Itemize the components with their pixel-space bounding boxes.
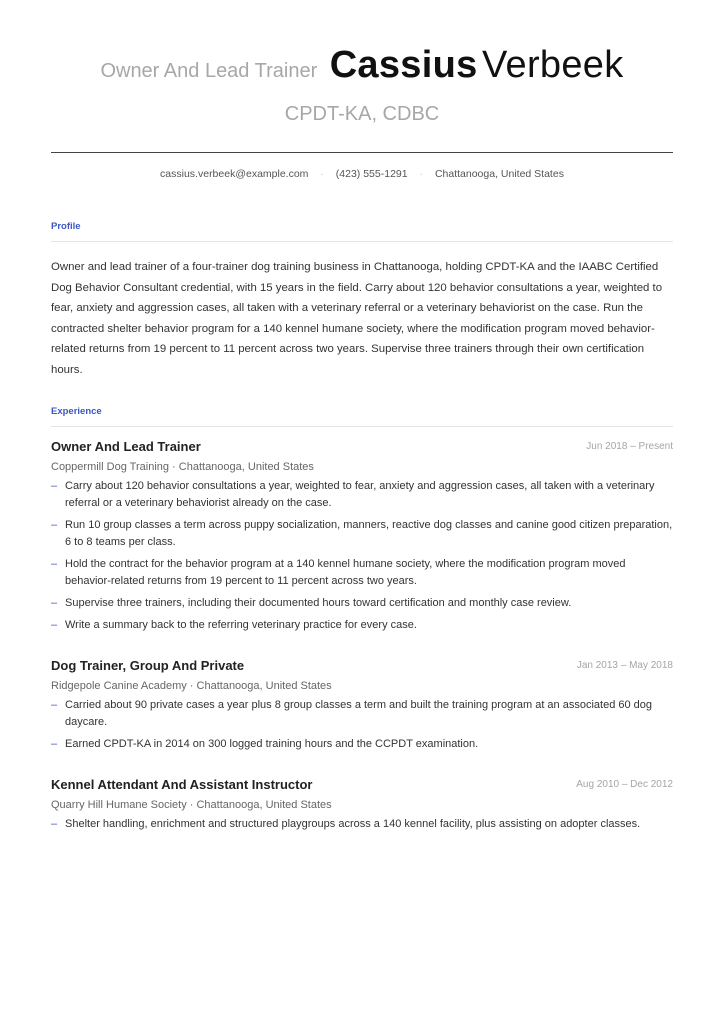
job-entry xyxy=(51,658,673,758)
contact-separator: · xyxy=(419,168,424,180)
contact-email: cassius.verbeek@example.com xyxy=(160,168,309,180)
header-last-name: Verbeek xyxy=(482,44,624,86)
bullet-text: Supervise three trainers, including their documented hours toward certification and monthly case review. xyxy=(65,597,572,609)
bullet-dash: – xyxy=(51,597,58,609)
bullet-dash: – xyxy=(51,699,58,711)
bullet-dash: – xyxy=(51,480,58,492)
header-first-name: Cassius xyxy=(329,44,478,86)
header-divider xyxy=(51,152,673,153)
job-dates: Jan 2013 – May 2018 xyxy=(576,660,673,671)
job-bullet xyxy=(51,517,673,551)
bullet-text: Carried about 90 private cases a year plus 8 group classes a term and built the training program at an associated 60 dog daycare. xyxy=(65,699,653,728)
header-role: Owner And Lead Trainer xyxy=(100,60,318,82)
job-bullet xyxy=(51,816,673,833)
job-bullet xyxy=(51,736,673,753)
profile-section-title: Profile xyxy=(51,221,81,232)
job-bullet xyxy=(51,617,673,634)
resume-header xyxy=(51,44,673,87)
job-bullet xyxy=(51,556,673,590)
job-title: Dog Trainer, Group And Private xyxy=(51,658,245,673)
contact-location: Chattanooga, United States xyxy=(434,168,564,180)
job-organization: Coppermill Dog Training · Chattanooga, United States xyxy=(51,461,314,473)
job-bullets xyxy=(51,478,673,634)
experience-section-title: Experience xyxy=(51,406,102,417)
bullet-dash: – xyxy=(51,519,58,531)
profile-divider xyxy=(51,241,673,242)
job-dates: Aug 2010 – Dec 2012 xyxy=(576,779,673,790)
job-entry xyxy=(51,439,673,639)
bullet-text: Run 10 group classes a term across puppy socialization, manners, reactive dog classes and canine good citizen preparation, 6 to 8 teams per class. xyxy=(65,519,673,548)
profile-text: Owner and lead trainer of a four-trainer dog training business in Chattanooga, holding CPDT-KA and the IAABC Certified Dog Behavior Consultant credential, with 15 years in the field. Carry about 120 behavior consultations a year, weighted to fear, anxiety and aggression cases, all taken with a veterinary referral or a veterinary behaviorist on the case. Run the contracted shelter behavior program for a 140 kennel humane society, where the modification program moved behavior-related returns from 19 percent to 11 percent across two years. Supervise three trainers through their own certification hours. xyxy=(51,261,663,376)
contact-separator: · xyxy=(320,168,324,180)
job-dates: Jun 2018 – Present xyxy=(586,441,673,452)
header-credentials: CPDT-KA, CDBC xyxy=(284,103,440,125)
bullet-text: Earned CPDT-KA in 2014 on 300 logged training hours and the CCPDT examination. xyxy=(65,738,479,750)
job-bullets xyxy=(51,697,673,753)
bullet-text: Shelter handling, enrichment and structured playgroups across a 140 kennel facility, plus assisting on adopter classes. xyxy=(65,818,641,830)
contact-phone: (423) 555-1291 xyxy=(335,168,408,180)
job-title: Kennel Attendant And Assistant Instructor xyxy=(51,777,313,792)
bullet-text: Hold the contract for the behavior program at a 140 kennel humane society, where the modification program moved behavior-related returns from 19 percent to 11 percent across two years. xyxy=(65,558,626,587)
contact-line xyxy=(51,168,673,180)
bullet-text: Write a summary back to the referring veterinary practice for every case. xyxy=(65,619,417,631)
bullet-dash: – xyxy=(51,738,58,750)
job-bullet xyxy=(51,478,673,512)
bullet-dash: – xyxy=(51,818,58,830)
bullet-dash: – xyxy=(51,558,58,570)
job-bullet xyxy=(51,595,673,612)
job-entry xyxy=(51,777,673,838)
job-bullets xyxy=(51,816,673,833)
job-title: Owner And Lead Trainer xyxy=(51,439,201,454)
job-bullet xyxy=(51,697,673,731)
bullet-dash: – xyxy=(51,619,58,631)
experience-divider xyxy=(51,426,673,427)
job-organization: Quarry Hill Humane Society · Chattanooga, United States xyxy=(51,799,332,811)
bullet-text: Carry about 120 behavior consultations a year, weighted to fear, anxiety and aggression cases, all taken with a veterinary referral or a veterinary behaviorist already on the case. xyxy=(65,480,655,509)
job-organization: Ridgepole Canine Academy · Chattanooga, United States xyxy=(51,680,332,692)
